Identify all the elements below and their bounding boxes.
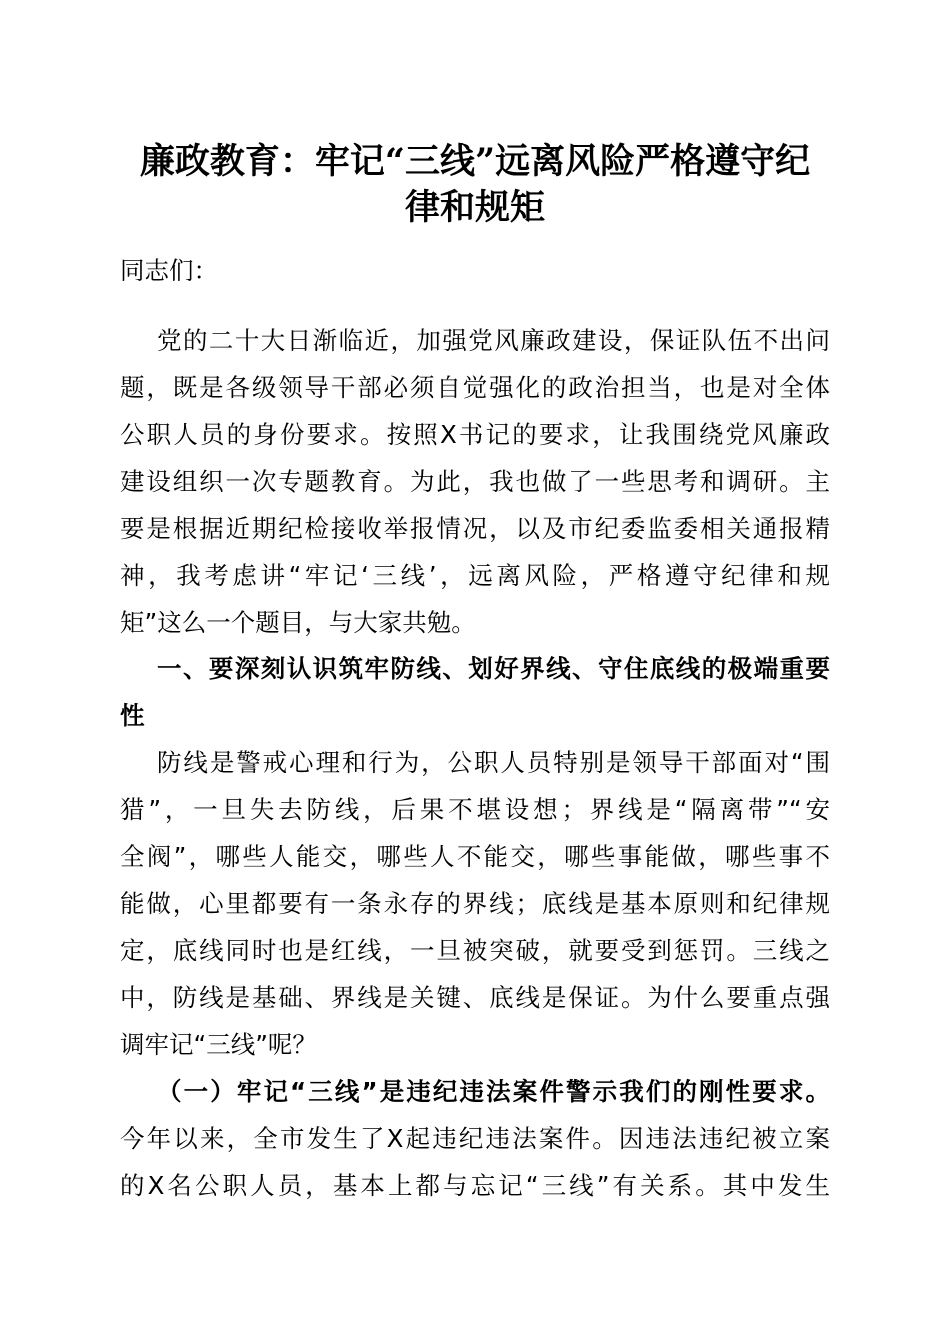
paragraph-1-line-4: 建设组织一次专题教育。为此，我也做了一些思考和调研。主 <box>120 467 830 496</box>
paragraph-1-line-6: 神，我考虑讲“牢记‘三线’，远离风险，严格遵守纪律和规 <box>120 561 830 590</box>
paragraph-2-line-2: 猎”，一旦失去防线，后果不堪设想；界线是“隔离带”“安 <box>120 795 830 824</box>
paragraph-2-line-3: 全阀”，哪些人能交，哪些人不能交，哪些事能做，哪些事不 <box>120 842 830 871</box>
paragraph-1-line-1: 党的二十大日渐临近，加强党风廉政建设，保证队伍不出问 <box>157 326 830 355</box>
paragraph-1-line-2: 题，既是各级领导干部必须自觉强化的政治担当，也是对全体 <box>120 373 830 402</box>
document-title-line-2: 律和规矩 <box>404 187 545 228</box>
salutation: 同志们： <box>120 256 218 285</box>
paragraph-3-line-2: 今年以来，全市发生了X起违纪违法案件。因违法违纪被立案 <box>120 1124 830 1153</box>
paragraph-2-line-4: 能做，心里都要有一条永存的界线；底线是基本原则和纪律规 <box>120 889 830 918</box>
paragraph-1-line-5: 要是根据近期纪检接收举报情况，以及市纪委监委相关通报精 <box>120 514 830 543</box>
paragraph-1-line-7: 矩”这么一个题目，与大家共勉。 <box>120 608 476 637</box>
paragraph-1-line-3: 公职人员的身份要求。按照X书记的要求，让我围绕党风廉政 <box>120 420 830 449</box>
section-heading-1-line-1: 一、要深刻认识筑牢防线、划好界线、守住底线的极端重要 <box>157 654 830 683</box>
section-heading-1-line-2: 性 <box>120 701 145 730</box>
paragraph-2-line-6: 中，防线是基础、界线是关键、底线是保证。为什么要重点强 <box>120 983 830 1012</box>
paragraph-2-line-5: 定，底线同时也是红线，一旦被突破，就要受到惩罚。三线之 <box>120 936 830 965</box>
subsection-heading-1: （一）牢记“三线”是违纪违法案件警示我们的刚性要求。 <box>157 1077 830 1106</box>
paragraph-2-line-7: 调牢记“三线”呢？ <box>120 1030 317 1059</box>
paragraph-3-line-3: 的X名公职人员，基本上都与忘记“三线”有关系。其中发生 <box>120 1171 830 1200</box>
paragraph-2-line-1: 防线是警戒心理和行为，公职人员特别是领导干部面对“围 <box>157 748 830 777</box>
document-title-line-1: 廉政教育：牢记“三线”远离风险严格遵守纪 <box>139 141 811 182</box>
